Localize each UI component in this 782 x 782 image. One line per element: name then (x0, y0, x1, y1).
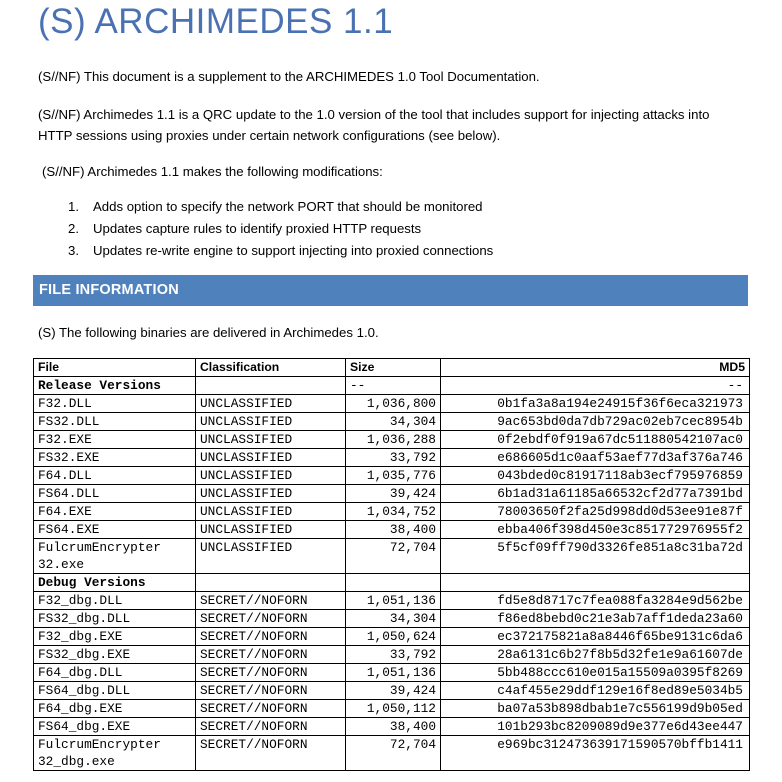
md5-cell: ebba406f398d450e3c851772976955f2 (441, 521, 750, 539)
size-cell: 1,050,624 (346, 628, 441, 646)
table-row (34, 503, 750, 521)
list-number: 3. (68, 243, 79, 258)
group-row-debug (34, 574, 750, 592)
classification-cell: SECRET//NOFORN (196, 736, 346, 771)
modifications-list (68, 196, 493, 262)
size-cell: 39,424 (346, 485, 441, 503)
group-label: Release Versions (34, 377, 196, 395)
table-row (34, 485, 750, 503)
table-row (34, 431, 750, 449)
classification-cell: UNCLASSIFIED (196, 485, 346, 503)
update-paragraph: (S//NF) Archimedes 1.1 is a QRC update to the 1.0 version of the tool that includes support for injecting attacks into HTTP sessions using proxies under certain network configurations (see below). (38, 107, 710, 143)
md5-cell: f86ed8bebd0c21e3ab7aff1deda23a60 (441, 610, 750, 628)
column-header-file: File (34, 359, 196, 377)
modifications-intro: (S//NF) Archimedes 1.1 makes the following modifications: (42, 164, 383, 179)
size-cell: 38,400 (346, 521, 441, 539)
file-cell: FS32.EXE (34, 449, 196, 467)
list-text: Adds option to specify the network PORT that should be monitored (93, 199, 483, 214)
table-cell: -- (441, 377, 750, 395)
file-cell: FulcrumEncrypter 32_dbg.exe (34, 736, 196, 771)
table-row (34, 539, 750, 574)
file-cell: F32.EXE (34, 431, 196, 449)
modification-item (68, 240, 493, 262)
md5-cell: c4af455e29ddf129e16f8ed89e5034b5 (441, 682, 750, 700)
table-row (34, 736, 750, 771)
group-row-release (34, 377, 750, 395)
md5-cell: fd5e8d8717c7fea088fa3284e9d562be (441, 592, 750, 610)
section-heading-bar (33, 275, 748, 306)
file-cell: FS64_dbg.DLL (34, 682, 196, 700)
md5-cell: 0b1fa3a8a194e24915f36f6eca321973 (441, 395, 750, 413)
table-row (34, 646, 750, 664)
classification-cell: UNCLASSIFIED (196, 467, 346, 485)
file-cell: F64_dbg.DLL (34, 664, 196, 682)
table-body (34, 377, 750, 771)
table-cell (346, 574, 441, 592)
group-label: Debug Versions (34, 574, 196, 592)
file-cell: F64.DLL (34, 467, 196, 485)
table-row (34, 700, 750, 718)
size-cell: 1,051,136 (346, 592, 441, 610)
md5-cell: 5bb488ccc610e015a15509a0395f8269 (441, 664, 750, 682)
file-cell: FS32_dbg.EXE (34, 646, 196, 664)
list-text: Updates re-write engine to support injecting into proxied connections (93, 243, 494, 258)
size-cell: 33,792 (346, 646, 441, 664)
column-header-size: Size (346, 359, 441, 377)
md5-cell: ec372175821a8a8446f65be9131c6da6 (441, 628, 750, 646)
file-cell: F64.EXE (34, 503, 196, 521)
size-cell: 72,704 (346, 539, 441, 574)
size-cell: 33,792 (346, 449, 441, 467)
table-row (34, 449, 750, 467)
md5-cell: e969bc312473639171590570bffb1411 (441, 736, 750, 771)
md5-cell: 9ac653bd0da7db729ac02eb7cec8954b (441, 413, 750, 431)
classification-cell: UNCLASSIFIED (196, 503, 346, 521)
table-cell (196, 574, 346, 592)
classification-cell: UNCLASSIFIED (196, 539, 346, 574)
file-cell: F32_dbg.EXE (34, 628, 196, 646)
size-cell: 34,304 (346, 413, 441, 431)
list-number: 2. (68, 221, 79, 236)
classification-cell: UNCLASSIFIED (196, 395, 346, 413)
table-cell (196, 377, 346, 395)
file-cell: F32_dbg.DLL (34, 592, 196, 610)
table-header-row (34, 359, 750, 377)
size-cell: 1,034,752 (346, 503, 441, 521)
table-row (34, 395, 750, 413)
classification-cell: SECRET//NOFORN (196, 682, 346, 700)
file-cell: FS32.DLL (34, 413, 196, 431)
md5-cell: 043bded0c81917118ab3ecf795976859 (441, 467, 750, 485)
size-cell: 1,036,800 (346, 395, 441, 413)
size-cell: 1,050,112 (346, 700, 441, 718)
size-cell: 39,424 (346, 682, 441, 700)
size-cell: 72,704 (346, 736, 441, 771)
classification-cell: SECRET//NOFORN (196, 628, 346, 646)
classification-cell: SECRET//NOFORN (196, 646, 346, 664)
table-row (34, 610, 750, 628)
md5-cell: 101b293bc8209089d9e377e6d43ee447 (441, 718, 750, 736)
file-cell: FS32_dbg.DLL (34, 610, 196, 628)
file-cell: FS64.EXE (34, 521, 196, 539)
intro-paragraph: (S//NF) This document is a supplement to the ARCHIMEDES 1.0 Tool Documentation. (38, 69, 540, 84)
modification-item (68, 196, 493, 218)
size-cell: 1,036,288 (346, 431, 441, 449)
file-cell: F32.DLL (34, 395, 196, 413)
table-row (34, 592, 750, 610)
section-heading: FILE INFORMATION (39, 282, 179, 298)
column-header-md5: MD5 (441, 359, 750, 377)
table-row (34, 628, 750, 646)
table-cell (441, 574, 750, 592)
size-cell: 1,051,136 (346, 664, 441, 682)
table-row (34, 413, 750, 431)
md5-cell: 28a6131c6b27f8b5d32fe1e9a61607de (441, 646, 750, 664)
size-cell: 1,035,776 (346, 467, 441, 485)
classification-cell: SECRET//NOFORN (196, 700, 346, 718)
table-cell: -- (346, 377, 441, 395)
classification-cell: UNCLASSIFIED (196, 449, 346, 467)
list-text: Updates capture rules to identify proxied HTTP requests (93, 221, 422, 236)
table-row (34, 682, 750, 700)
md5-cell: 0f2ebdf0f919a67dc511880542107ac0 (441, 431, 750, 449)
md5-cell: e686605d1c0aaf53aef77d3af376a746 (441, 449, 750, 467)
column-header-classification: Classification (196, 359, 346, 377)
size-cell: 34,304 (346, 610, 441, 628)
page-title: (S) ARCHIMEDES 1.1 (38, 2, 394, 41)
list-number: 1. (68, 199, 79, 214)
file-table (33, 358, 750, 771)
md5-cell: 6b1ad31a61185a66532cf2d77a7391bd (441, 485, 750, 503)
classification-cell: SECRET//NOFORN (196, 664, 346, 682)
classification-cell: UNCLASSIFIED (196, 521, 346, 539)
modification-item (68, 218, 493, 240)
md5-cell: 5f5cf09ff790d3326fe851a8c31ba72d (441, 539, 750, 574)
table-row (34, 664, 750, 682)
md5-cell: ba07a53b898dbab1e7c556199d9b05ed (441, 700, 750, 718)
file-cell: FulcrumEncrypter 32.exe (34, 539, 196, 574)
classification-cell: UNCLASSIFIED (196, 413, 346, 431)
classification-cell: UNCLASSIFIED (196, 431, 346, 449)
classification-cell: SECRET//NOFORN (196, 718, 346, 736)
classification-cell: SECRET//NOFORN (196, 592, 346, 610)
file-cell: FS64_dbg.EXE (34, 718, 196, 736)
binaries-intro: (S) The following binaries are delivered in Archimedes 1.0. (38, 325, 379, 340)
table-row (34, 718, 750, 736)
file-cell: F64_dbg.EXE (34, 700, 196, 718)
table-row (34, 521, 750, 539)
size-cell: 38,400 (346, 718, 441, 736)
table-row (34, 467, 750, 485)
md5-cell: 78003650f2fa25d998dd0d53ee91e87f (441, 503, 750, 521)
classification-cell: SECRET//NOFORN (196, 610, 346, 628)
file-cell: FS64.DLL (34, 485, 196, 503)
